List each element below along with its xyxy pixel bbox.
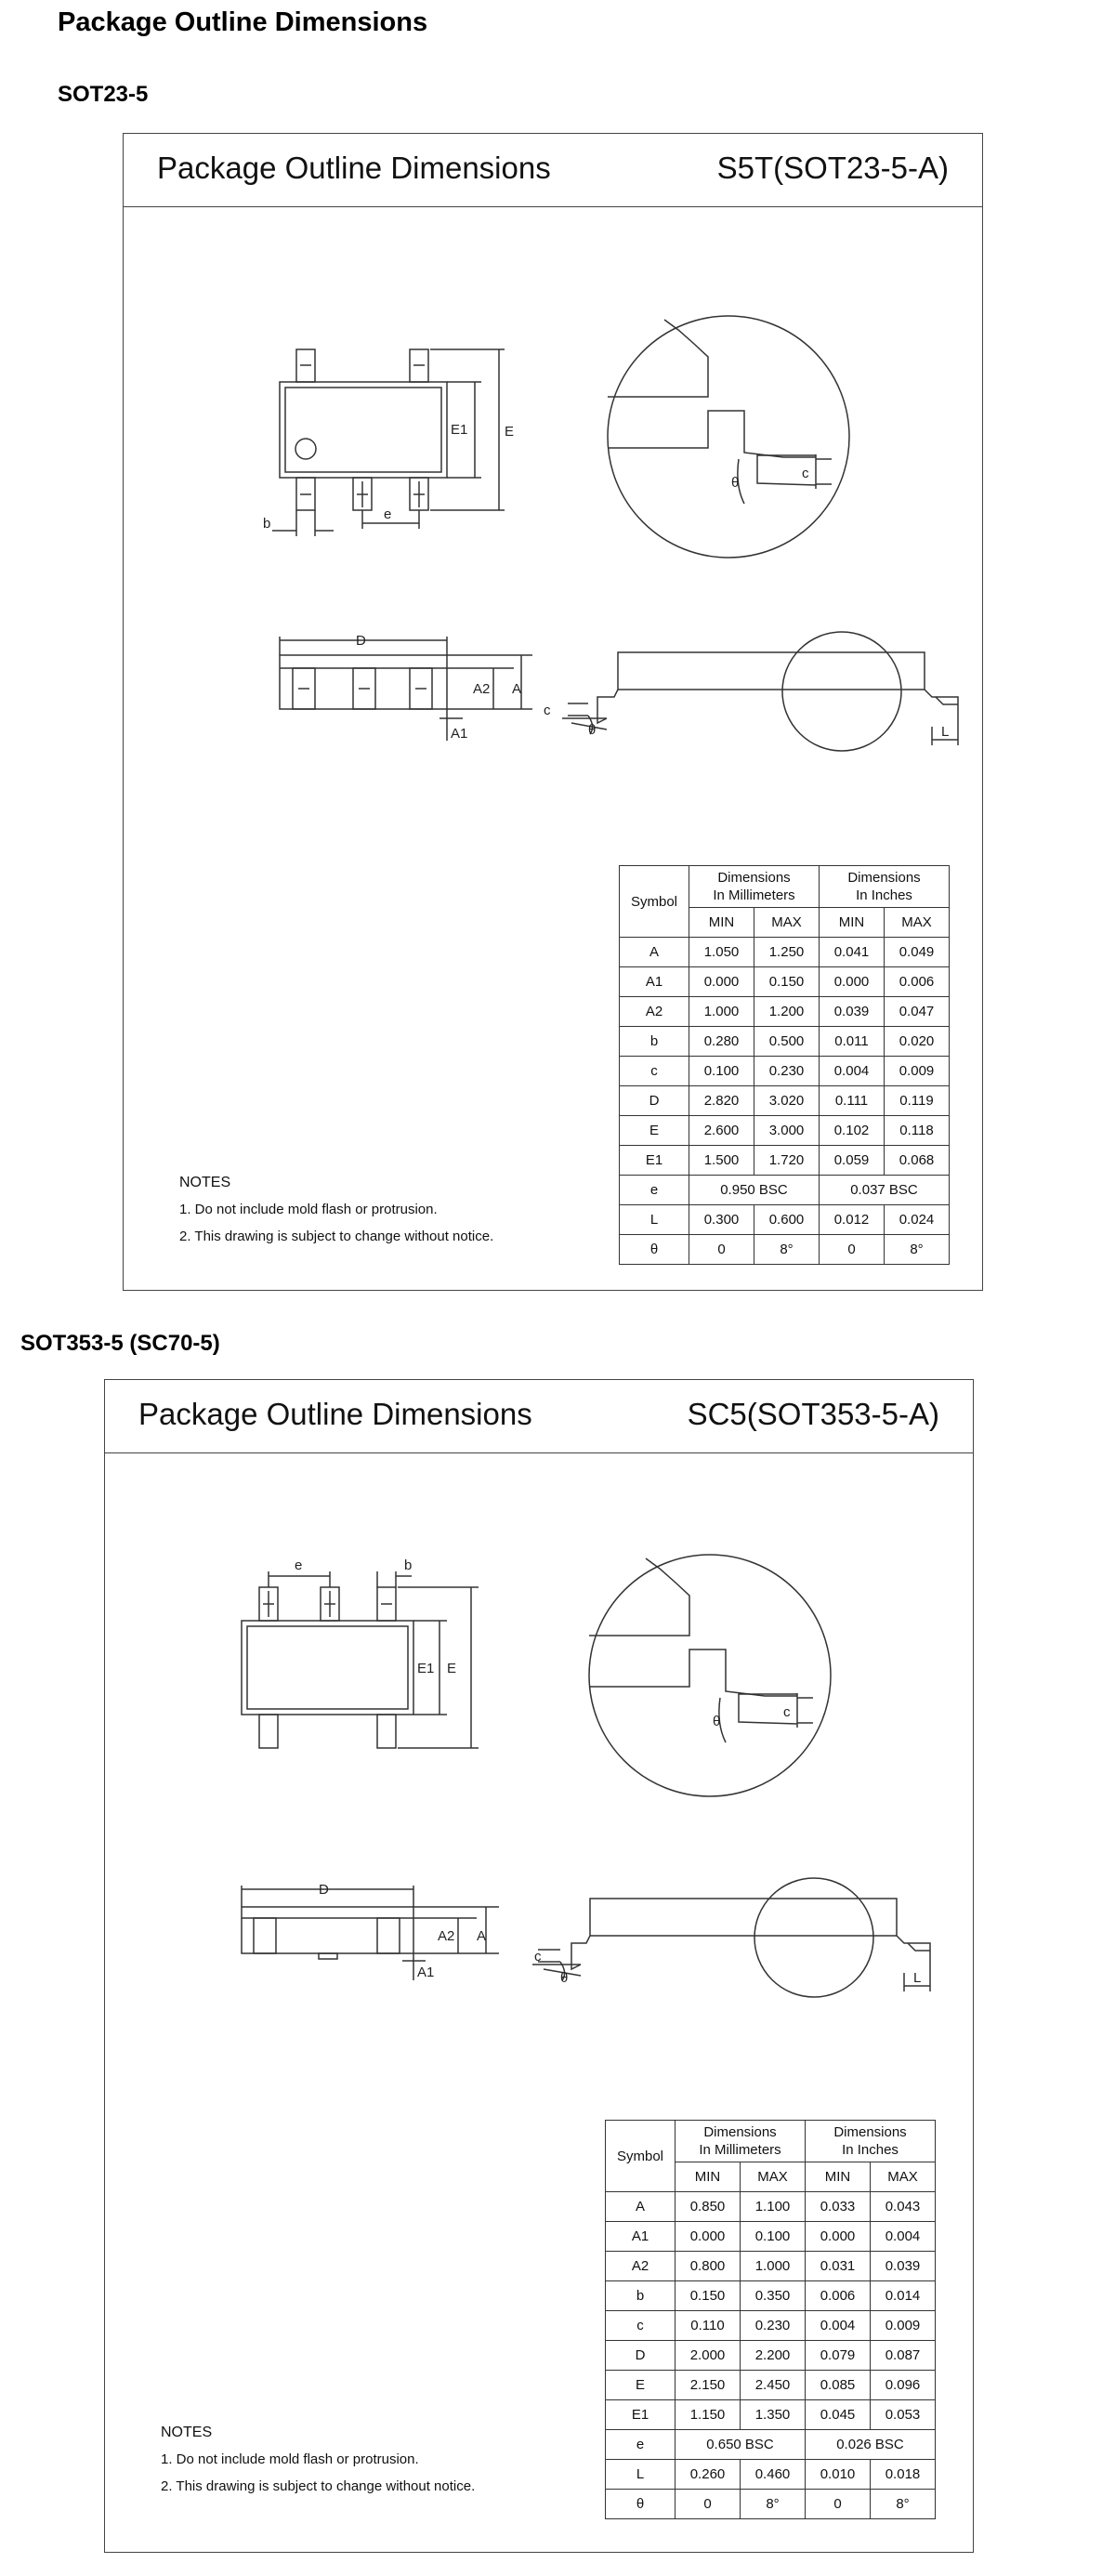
label-c: c (544, 703, 551, 718)
value-cell: 0.012 (820, 1205, 885, 1235)
value-cell: 8° (871, 2490, 936, 2519)
table-row (620, 1116, 950, 1146)
section-heading-sot23-5: SOT23-5 (58, 82, 149, 107)
symbol-cell: c (620, 1057, 689, 1086)
value-cell: 0.010 (806, 2460, 871, 2490)
package-frame-sot353-5 (104, 1379, 974, 2553)
value-cell: 2.000 (676, 2341, 741, 2371)
note-item: 2. This drawing is subject to change without notice. (179, 1229, 494, 1244)
table-row (606, 2371, 936, 2400)
table-row (606, 2281, 936, 2311)
frame-title: Package Outline Dimensions (157, 151, 551, 185)
label-b: b (404, 1557, 413, 1573)
value-cell: 0.087 (871, 2341, 936, 2371)
section-heading-sot353-5: SOT353-5 (SC70-5) (20, 1331, 220, 1356)
label-d: D (319, 1882, 329, 1898)
table-body (606, 2192, 936, 2430)
symbol-cell: θ (606, 2490, 676, 2519)
value-cell: 0.230 (754, 1057, 820, 1086)
value-cell: 3.020 (754, 1086, 820, 1116)
table-row (620, 997, 950, 1027)
value-cell: 0.031 (806, 2252, 871, 2281)
table-row (606, 2490, 936, 2519)
frame-header (124, 134, 982, 207)
label-theta-detail: θ (713, 1714, 721, 1729)
frame-header (105, 1380, 973, 1453)
symbol-cell: A1 (606, 2222, 676, 2252)
value-cell: 1.200 (754, 997, 820, 1027)
value-cell: 0 (820, 1235, 885, 1265)
note-item: 2. This drawing is subject to change without notice. (161, 2478, 476, 2494)
value-cell: 1.000 (741, 2252, 806, 2281)
label-l: L (941, 724, 950, 740)
value-cell: 0.119 (885, 1086, 950, 1116)
table-body (620, 938, 950, 1176)
value-cell: 0.150 (754, 967, 820, 997)
table-row-bsc: e 0.950 BSC 0.037 BSC (620, 1176, 950, 1205)
value-cell: 0.118 (885, 1116, 950, 1146)
value-cell: 0.009 (885, 1057, 950, 1086)
value-cell: 0.006 (885, 967, 950, 997)
label-a2: A2 (473, 681, 491, 697)
table-row (620, 1027, 950, 1057)
value-cell: 3.000 (754, 1116, 820, 1146)
symbol-cell: θ (620, 1235, 689, 1265)
value-cell: 0.850 (676, 2192, 741, 2222)
side-view (242, 1886, 499, 1980)
package-frame-sot23-5 (123, 133, 983, 1291)
notes-title: NOTES (179, 1175, 231, 1190)
value-cell: 8° (885, 1235, 950, 1265)
value-cell: 1.720 (754, 1146, 820, 1176)
value-cell: 8° (741, 2490, 806, 2519)
symbol-cell: L (606, 2460, 676, 2490)
label-pitch-e: e (384, 506, 392, 522)
value-cell: 1.250 (754, 938, 820, 967)
value-cell: 0.014 (871, 2281, 936, 2311)
label-c-detail: c (802, 466, 809, 481)
max-header: MAX (885, 908, 950, 938)
value-cell: 0.110 (676, 2311, 741, 2341)
label-a2: A2 (438, 1928, 455, 1944)
page-title: Package Outline Dimensions (58, 7, 428, 37)
min-header: MIN (689, 908, 754, 938)
label-c-detail: c (783, 1704, 791, 1720)
table-row (606, 2192, 936, 2222)
label-a1: A1 (451, 726, 468, 742)
label-theta: θ (560, 1970, 569, 1986)
label-a: A (512, 681, 522, 697)
value-cell: 0.230 (741, 2311, 806, 2341)
value-cell: 0.039 (871, 2252, 936, 2281)
value-cell: 0.024 (885, 1205, 950, 1235)
symbol-cell: E (620, 1116, 689, 1146)
value-cell: 0.053 (871, 2400, 936, 2430)
inch-header: Dimensions In Inches (806, 2121, 936, 2162)
dimensions-table (605, 2120, 936, 2519)
notes-block (179, 1169, 493, 1250)
label-e1: E1 (417, 1661, 435, 1676)
value-cell: 0.033 (806, 2192, 871, 2222)
value-cell: 0.800 (676, 2252, 741, 2281)
value-cell: 0.004 (871, 2222, 936, 2252)
side-detail-view (562, 632, 958, 751)
table-row-bsc: e 0.650 BSC 0.026 BSC (606, 2430, 936, 2460)
value-cell: 0.049 (885, 938, 950, 967)
value-cell: 0.111 (820, 1086, 885, 1116)
note-item: 1. Do not include mold flash or protrusion. (161, 2451, 419, 2467)
max-header: MAX (741, 2162, 806, 2192)
label-l: L (913, 1970, 922, 1986)
value-cell: 0.004 (806, 2311, 871, 2341)
value-cell: 0.600 (754, 1205, 820, 1235)
max-header: MAX (871, 2162, 936, 2192)
value-cell: 1.000 (689, 997, 754, 1027)
table-row (606, 2460, 936, 2490)
table-row (620, 938, 950, 967)
mm-header: Dimensions In Millimeters (689, 866, 820, 908)
label-a1: A1 (417, 1965, 435, 1980)
table-row (606, 2341, 936, 2371)
symbol-cell: E1 (606, 2400, 676, 2430)
value-cell: 0.004 (820, 1057, 885, 1086)
label-pitch-e: e (295, 1557, 303, 1573)
value-cell: 0.260 (676, 2460, 741, 2490)
label-e: E (505, 424, 515, 440)
label-theta-detail: θ (731, 475, 740, 491)
value-cell: 0 (689, 1235, 754, 1265)
value-cell: 0.150 (676, 2281, 741, 2311)
value-cell: 0.068 (885, 1146, 950, 1176)
table-row (620, 1146, 950, 1176)
value-cell: 0.500 (754, 1027, 820, 1057)
value-cell: 0.018 (871, 2460, 936, 2490)
label-e1: E1 (451, 422, 468, 438)
table-row (620, 1086, 950, 1116)
label-a: A (477, 1928, 487, 1944)
symbol-cell: b (606, 2281, 676, 2311)
label-c: c (534, 1949, 542, 1965)
value-cell: 1.100 (741, 2192, 806, 2222)
symbol-cell: E (606, 2371, 676, 2400)
value-cell: 0.350 (741, 2281, 806, 2311)
value-cell: 8° (754, 1235, 820, 1265)
frame-title: Package Outline Dimensions (138, 1397, 532, 1431)
table-row (620, 967, 950, 997)
lead-detail-view (608, 316, 849, 558)
table-row (606, 2400, 936, 2430)
package-code: SC5(SOT353-5-A) (687, 1397, 939, 1431)
side-view (280, 637, 532, 741)
symbol-cell: A2 (620, 997, 689, 1027)
dimensions-table (619, 865, 950, 1265)
label-theta: θ (588, 722, 597, 738)
note-item: 1. Do not include mold flash or protrusion. (179, 1202, 438, 1217)
value-cell: 0.043 (871, 2192, 936, 2222)
min-header: MIN (820, 908, 885, 938)
label-e: E (447, 1661, 457, 1676)
value-cell: 0.041 (820, 938, 885, 967)
value-cell: 1.500 (689, 1146, 754, 1176)
symbol-cell: c (606, 2311, 676, 2341)
value-cell: 2.450 (741, 2371, 806, 2400)
table-row (606, 2311, 936, 2341)
value-cell: 0.079 (806, 2341, 871, 2371)
min-header: MIN (806, 2162, 871, 2192)
value-cell: 0.100 (741, 2222, 806, 2252)
symbol-cell: E1 (620, 1146, 689, 1176)
value-cell: 1.050 (689, 938, 754, 967)
value-cell: 0.000 (820, 967, 885, 997)
value-cell: 0.006 (806, 2281, 871, 2311)
value-cell: 0.011 (820, 1027, 885, 1057)
inch-header: Dimensions In Inches (820, 866, 950, 908)
value-cell: 2.200 (741, 2341, 806, 2371)
value-cell: 0.096 (871, 2371, 936, 2400)
lead-detail-view (589, 1555, 831, 1796)
value-cell: 0.000 (689, 967, 754, 997)
notes-title: NOTES (161, 2425, 213, 2440)
symbol-header: Symbol (606, 2121, 676, 2192)
symbol-cell: A1 (620, 967, 689, 997)
max-header: MAX (754, 908, 820, 938)
value-cell: 2.820 (689, 1086, 754, 1116)
label-d: D (356, 633, 366, 649)
table-row (620, 1057, 950, 1086)
value-cell: 0.100 (689, 1057, 754, 1086)
symbol-cell: A (620, 938, 689, 967)
value-cell: 0.102 (820, 1116, 885, 1146)
value-cell: 0.300 (689, 1205, 754, 1235)
value-cell: 0.047 (885, 997, 950, 1027)
table-row (606, 2252, 936, 2281)
table-row (620, 1235, 950, 1265)
value-cell: 0.045 (806, 2400, 871, 2430)
symbol-cell: A (606, 2192, 676, 2222)
table-row (620, 1205, 950, 1235)
top-view (242, 1571, 479, 1748)
value-cell: 0 (806, 2490, 871, 2519)
mm-header: Dimensions In Millimeters (676, 2121, 806, 2162)
value-cell: 0.000 (806, 2222, 871, 2252)
symbol-cell: L (620, 1205, 689, 1235)
symbol-cell: D (620, 1086, 689, 1116)
table-tail (606, 2460, 936, 2519)
symbol-header: Symbol (620, 866, 689, 938)
package-code: S5T(SOT23-5-A) (716, 151, 949, 185)
value-cell: 0 (676, 2490, 741, 2519)
value-cell: 0.039 (820, 997, 885, 1027)
symbol-cell: D (606, 2341, 676, 2371)
table-tail (620, 1205, 950, 1265)
value-cell: 2.150 (676, 2371, 741, 2400)
min-header: MIN (676, 2162, 741, 2192)
value-cell: 0.009 (871, 2311, 936, 2341)
value-cell: 1.150 (676, 2400, 741, 2430)
symbol-cell: A2 (606, 2252, 676, 2281)
value-cell: 0.085 (806, 2371, 871, 2400)
symbol-cell: b (620, 1027, 689, 1057)
value-cell: 2.600 (689, 1116, 754, 1146)
value-cell: 0.280 (689, 1027, 754, 1057)
value-cell: 0.020 (885, 1027, 950, 1057)
notes-block (161, 2419, 475, 2500)
value-cell: 0.000 (676, 2222, 741, 2252)
value-cell: 1.350 (741, 2400, 806, 2430)
value-cell: 0.460 (741, 2460, 806, 2490)
value-cell: 0.059 (820, 1146, 885, 1176)
table-row (606, 2222, 936, 2252)
side-detail-view (532, 1878, 930, 1997)
label-b: b (263, 516, 271, 532)
